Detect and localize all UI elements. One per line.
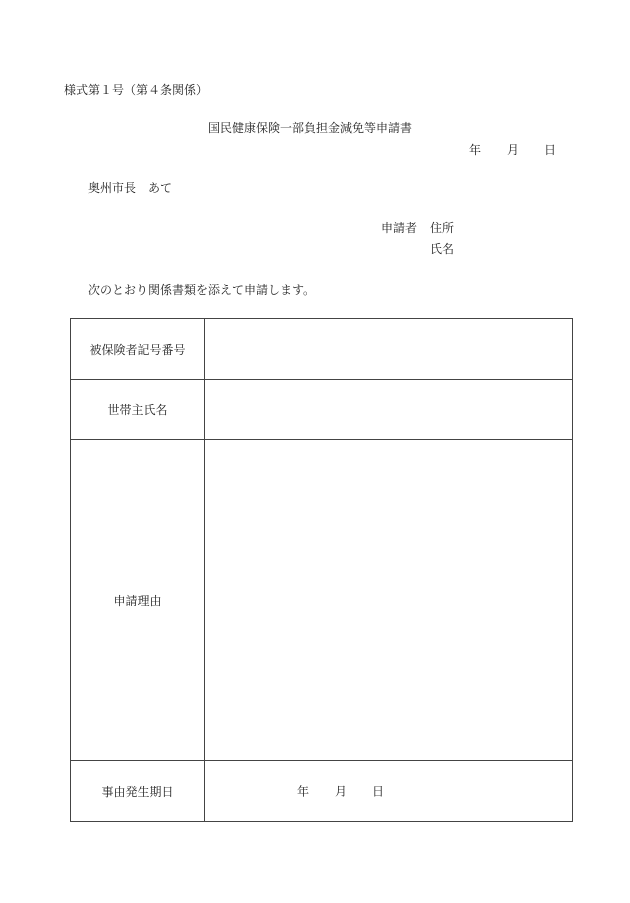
table-row — [71, 319, 573, 380]
applicant-address-label: 住所 — [430, 221, 455, 235]
occurrence-date-field[interactable] — [205, 761, 573, 822]
reason-field[interactable] — [205, 440, 573, 761]
header-date-month: 月 — [507, 143, 520, 157]
applicant-name-label: 氏名 — [430, 242, 455, 256]
form-number: 様式第１号（第４条関係） — [64, 83, 209, 97]
householder-name-field[interactable] — [205, 380, 573, 440]
header-date-day: 日 — [544, 143, 557, 157]
document-title: 国民健康保険一部負担金減免等申請書 — [208, 121, 413, 135]
insured-number-label: 被保険者記号番号 — [71, 319, 205, 380]
table-row — [71, 380, 573, 440]
insured-number-field[interactable] — [205, 319, 573, 380]
reason-label: 申請理由 — [71, 440, 205, 761]
applicant-label: 申請者 — [381, 221, 418, 235]
addressee: 奥州市長 あて — [88, 181, 173, 195]
householder-name-label: 世帯主氏名 — [71, 380, 205, 440]
statement: 次のとおり関係書類を添えて申請します。 — [88, 283, 316, 297]
header-date-year: 年 — [469, 143, 482, 157]
occurrence-date-year: 年 — [297, 784, 310, 799]
occurrence-date-month: 月 — [335, 784, 348, 799]
table-row — [71, 761, 573, 822]
occurrence-date-label: 事由発生期日 — [71, 761, 205, 822]
table-row — [71, 440, 573, 761]
application-table — [70, 318, 573, 822]
occurrence-date-day: 日 — [372, 784, 385, 799]
